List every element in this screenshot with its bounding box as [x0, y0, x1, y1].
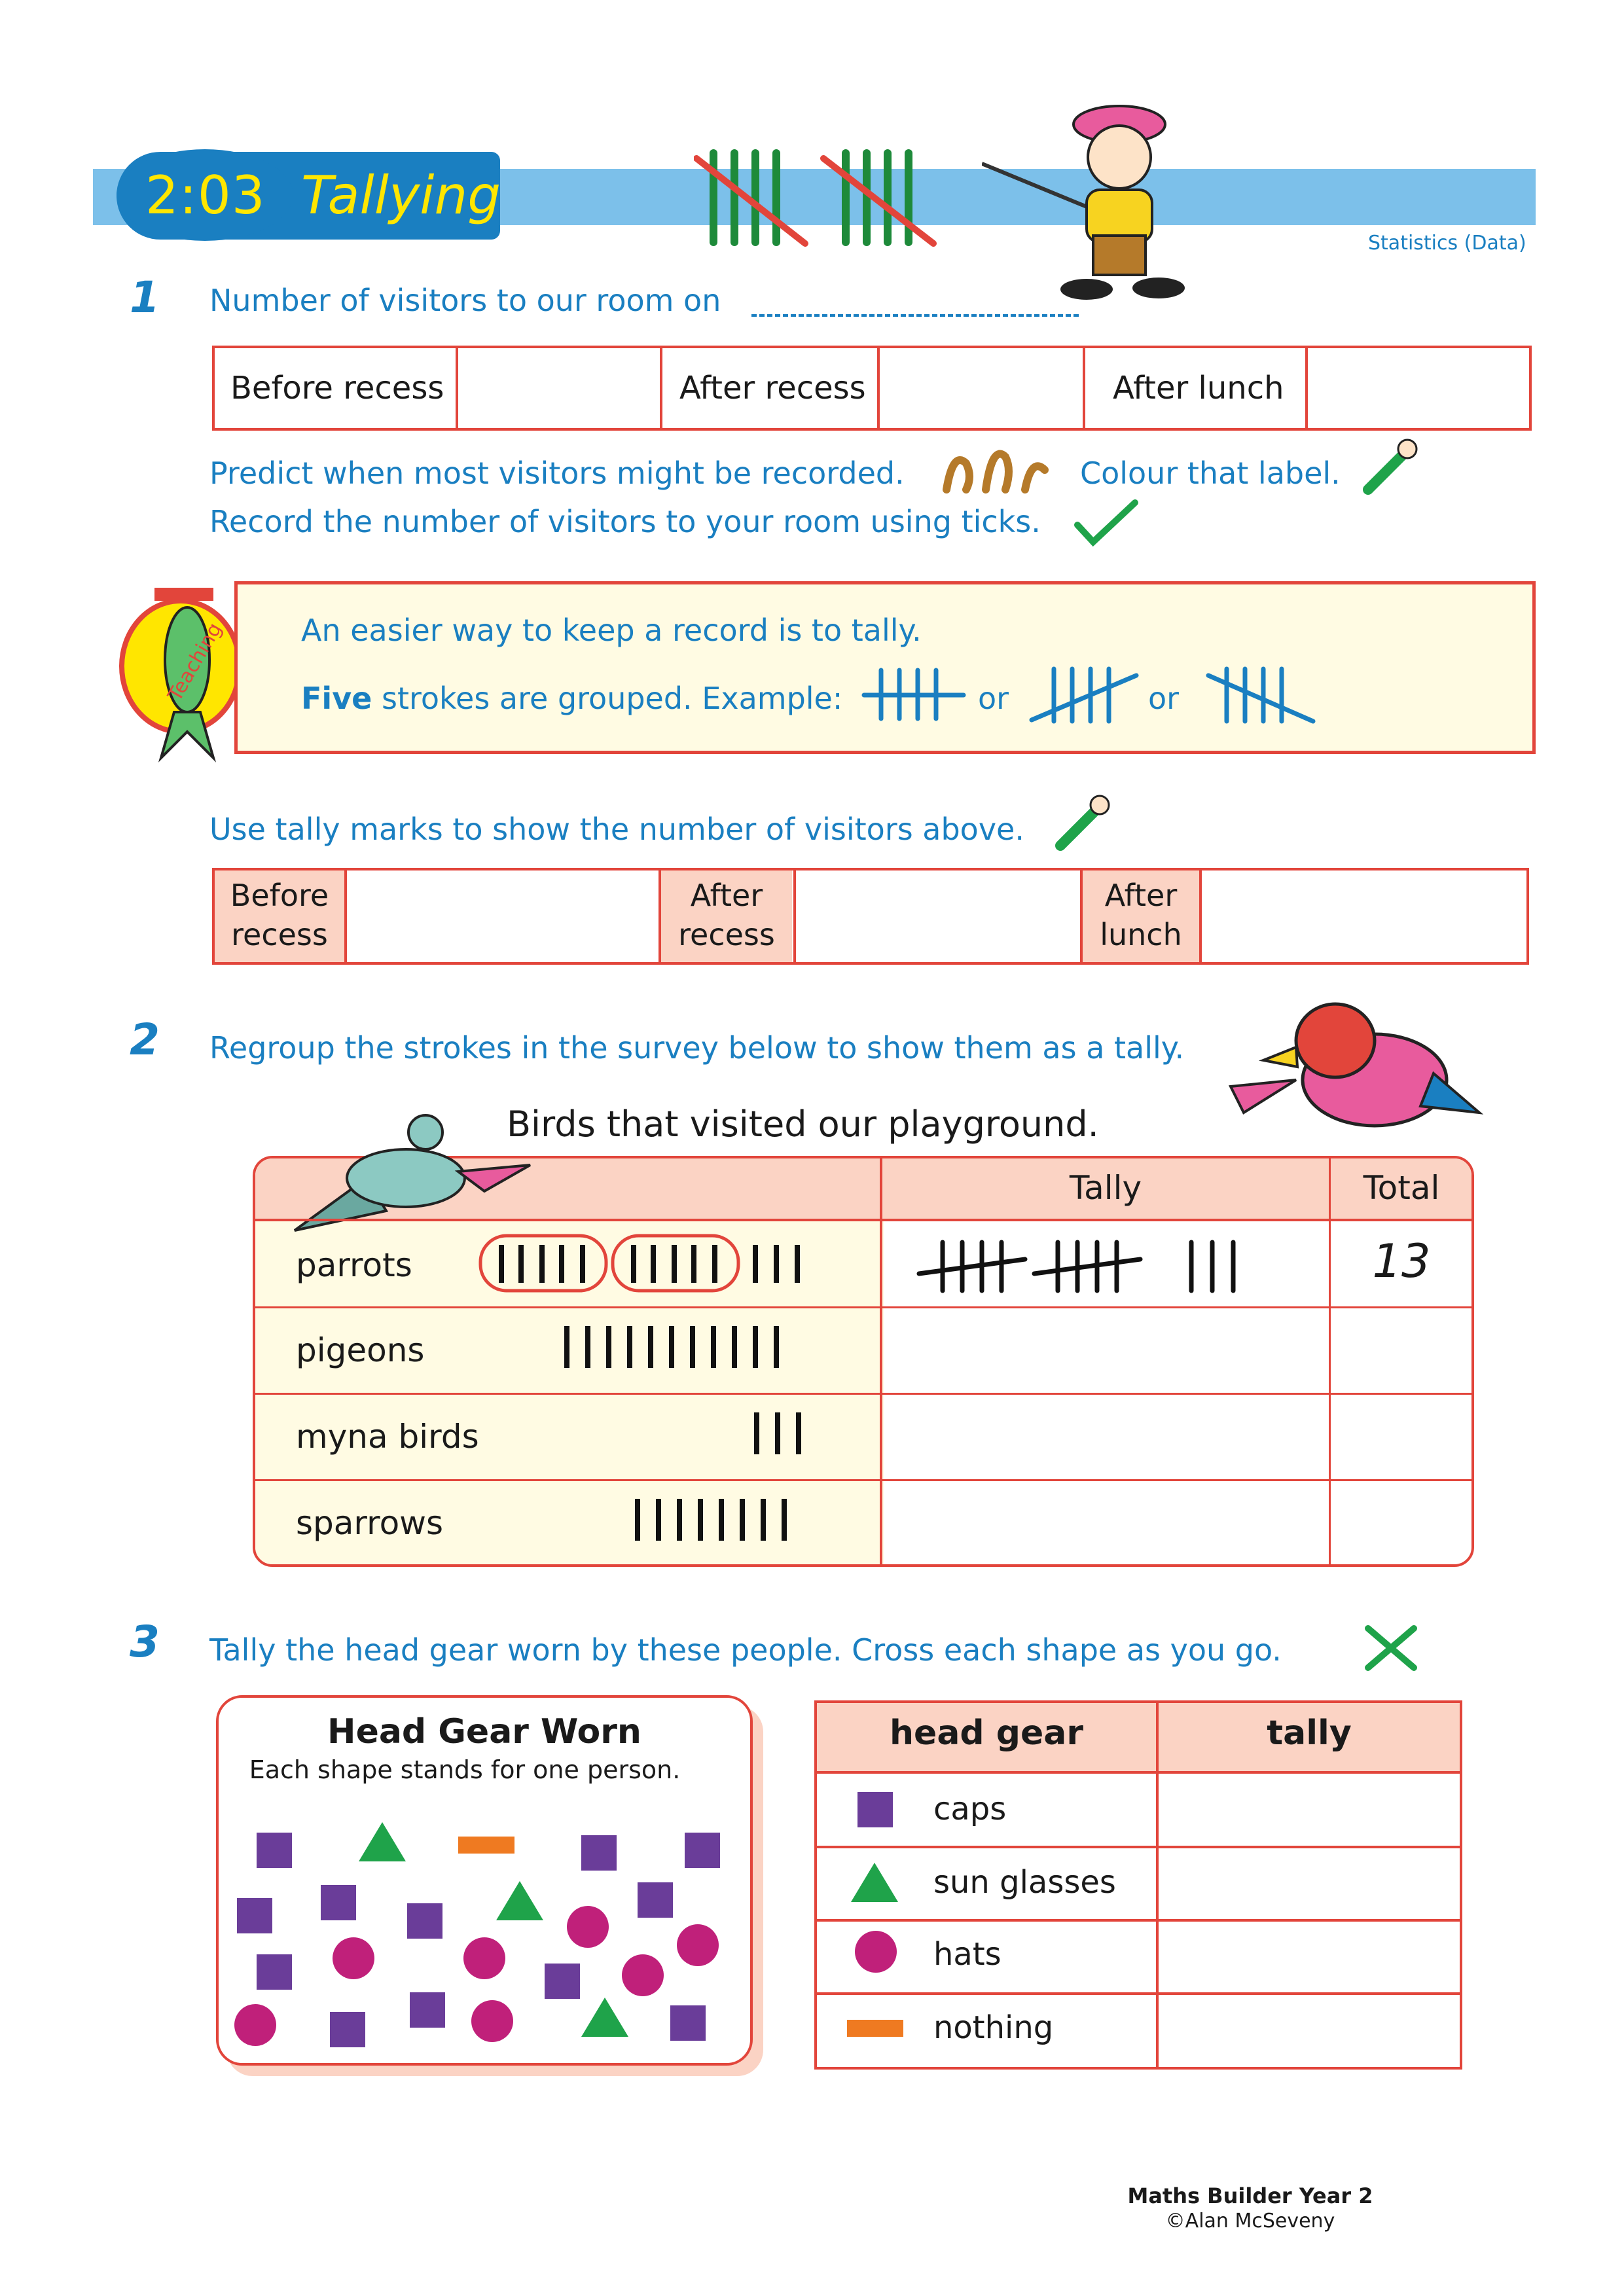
- pigeons-strokes: [556, 1321, 812, 1373]
- tally-label-before-recess: [215, 876, 344, 954]
- colour-instruction: Colour that label.: [1080, 456, 1341, 491]
- tally-example-horizontal: [861, 665, 966, 724]
- teaching-line-2: [301, 681, 842, 716]
- myna-birds-strokes: [746, 1407, 818, 1460]
- bird-col-line: [1329, 1156, 1331, 1567]
- bird-row-line: [253, 1306, 1474, 1308]
- pencil-icon: [1362, 437, 1420, 496]
- caps-key-square: [857, 1792, 893, 1827]
- pencil-icon: [1054, 793, 1113, 852]
- nothing-key-bar: [847, 2020, 903, 2037]
- bird-name-myna-birds: myna birds: [296, 1418, 479, 1456]
- sun-glasses-shape[interactable]: [359, 1822, 406, 1861]
- hat-shape[interactable]: [567, 1906, 609, 1948]
- total-answer-pigeons[interactable]: [1331, 1309, 1471, 1393]
- tally-answer-sparrows[interactable]: [882, 1482, 1329, 1564]
- parrot-illustration: [1224, 982, 1486, 1165]
- parrots-tally: [916, 1234, 1257, 1300]
- tally-label-line: recess: [231, 917, 328, 952]
- bird-name-pigeons: pigeons: [296, 1331, 425, 1369]
- cap-shape[interactable]: [257, 1833, 292, 1868]
- tally-example-rising: [1028, 662, 1139, 728]
- cap-shape[interactable]: [237, 1898, 272, 1933]
- footer-book-title: Maths Builder Year 2: [1127, 2183, 1373, 2208]
- label-hats: hats: [933, 1936, 1001, 1973]
- or-label-1: or: [978, 681, 1009, 716]
- tally-label-line: Before: [230, 878, 329, 913]
- q1-prompt: Number of visitors to our room on: [209, 283, 721, 318]
- record-instruction: Record the number of visitors to your room using ticks.: [209, 504, 1041, 539]
- bird-name-parrots: parrots: [296, 1246, 412, 1284]
- label-sun-glasses: sun glasses: [933, 1864, 1116, 1901]
- q2-prompt: Regroup the strokes in the survey below to show them as a tally.: [209, 1030, 1185, 1066]
- cap-shape[interactable]: [407, 1903, 442, 1939]
- question-number-3: 3: [130, 1617, 160, 1667]
- table-divider: [1083, 346, 1085, 431]
- label-after-recess[interactable]: After recess: [679, 370, 866, 406]
- bird-row-line: [253, 1393, 1474, 1395]
- cap-shape[interactable]: [670, 2005, 706, 2041]
- bird-name-sparrows: sparrows: [296, 1504, 444, 1542]
- parrots-strokes: [478, 1230, 812, 1296]
- col-header-tally: Tally: [1069, 1169, 1142, 1207]
- lesson-title: Tallying: [301, 165, 501, 226]
- tally-answer-after-lunch[interactable]: [1202, 870, 1526, 962]
- total-parrots[interactable]: 13: [1372, 1234, 1431, 1288]
- label-before-recess[interactable]: Before recess: [230, 370, 444, 406]
- cap-shape[interactable]: [410, 1992, 445, 2028]
- cap-shape[interactable]: [685, 1833, 720, 1868]
- tally-answer-pigeons[interactable]: [882, 1309, 1329, 1393]
- col-header-total: Total: [1363, 1169, 1440, 1207]
- total-answer-myna-birds[interactable]: [1331, 1395, 1471, 1479]
- tally-label-line: lunch: [1100, 917, 1182, 952]
- tally-answer-hats[interactable]: [1159, 1922, 1460, 1992]
- lesson-number: 2:03: [145, 165, 266, 226]
- teaching-badge-label: Teaching: [164, 619, 227, 706]
- hat-shape[interactable]: [622, 1954, 664, 1996]
- sun-glasses-shape[interactable]: [496, 1881, 543, 1920]
- worms-icon: [940, 437, 1051, 496]
- tally-label-line: After: [1104, 878, 1178, 913]
- table-divider: [660, 346, 662, 431]
- cap-shape[interactable]: [330, 2012, 365, 2047]
- bird-row-line: [253, 1219, 1474, 1221]
- tally-label-after-recess: [661, 876, 792, 954]
- label-nothing: nothing: [933, 2009, 1054, 2046]
- strand-label: Statistics (Data): [1368, 232, 1526, 255]
- tally-answer-nothing[interactable]: [1159, 1995, 1460, 2067]
- hats-key-circle: [855, 1931, 897, 1973]
- head-gear-box-title: Head Gear Worn: [327, 1712, 641, 1751]
- head-gear-box-subtitle: Each shape stands for one person.: [249, 1755, 681, 1784]
- tally-answer-caps[interactable]: [1159, 1774, 1460, 1846]
- tally-label-line: recess: [678, 917, 775, 952]
- answer-after-recess[interactable]: [880, 348, 1081, 428]
- tally-illustration: [694, 145, 943, 250]
- bird-row-line: [253, 1479, 1474, 1481]
- col-header-tally-q3: tally: [1267, 1713, 1352, 1753]
- hat-shape[interactable]: [234, 2004, 276, 2046]
- total-answer-sparrows[interactable]: [1331, 1482, 1471, 1564]
- sparrows-strokes: [630, 1494, 806, 1546]
- q3-prompt: Tally the head gear worn by these people. Cross each shape as you go.: [209, 1632, 1282, 1668]
- bird-illustration: [288, 1106, 537, 1237]
- hat-shape[interactable]: [471, 2000, 513, 2042]
- tally-prompt: Use tally marks to show the number of visitors above.: [209, 812, 1024, 847]
- nothing-shape[interactable]: [458, 1837, 514, 1854]
- tally-label-line: After: [690, 878, 763, 913]
- col-header-head-gear: head gear: [890, 1713, 1083, 1753]
- answer-after-lunch[interactable]: [1308, 348, 1529, 428]
- tally-answer-before-recess[interactable]: [347, 870, 659, 962]
- tally-answer-after-recess[interactable]: [796, 870, 1080, 962]
- teaching-line-1: An easier way to keep a record is to tally.: [301, 613, 922, 648]
- date-answer-line[interactable]: [751, 314, 1079, 317]
- footer-author: ©Alan McSeveny: [1165, 2210, 1335, 2233]
- answer-before-recess[interactable]: [458, 348, 659, 428]
- hat-shape[interactable]: [463, 1937, 505, 1979]
- hat-shape[interactable]: [677, 1924, 719, 1966]
- cap-shape[interactable]: [257, 1954, 292, 1990]
- question-number-2: 2: [130, 1014, 160, 1065]
- tally-answer-sun-glasses[interactable]: [1159, 1848, 1460, 1919]
- cap-shape[interactable]: [321, 1885, 356, 1920]
- label-caps: caps: [933, 1791, 1007, 1827]
- cross-icon: [1362, 1615, 1420, 1674]
- bird-table-title: Birds that visited our playground.: [507, 1103, 1099, 1145]
- cap-shape[interactable]: [638, 1882, 673, 1918]
- or-label-2: or: [1148, 681, 1180, 716]
- question-number-1: 1: [130, 272, 160, 323]
- sun-glasses-key-triangle: [851, 1863, 898, 1902]
- tally-label-after-lunch: [1083, 876, 1199, 954]
- hat-shape[interactable]: [333, 1937, 374, 1979]
- sun-glasses-shape[interactable]: [581, 1998, 628, 2037]
- tally-answer-myna-birds[interactable]: [882, 1395, 1329, 1479]
- cap-shape[interactable]: [581, 1835, 617, 1871]
- teaching-five-bold: Five: [301, 681, 372, 716]
- teaching-line-2-rest: strokes are grouped. Example:: [382, 681, 843, 716]
- cap-shape[interactable]: [545, 1964, 580, 1999]
- label-after-lunch[interactable]: After lunch: [1113, 370, 1284, 406]
- predict-instruction: Predict when most visitors might be recorded.: [209, 456, 905, 491]
- tally-example-falling: [1204, 662, 1316, 728]
- tick-icon: [1074, 496, 1139, 548]
- boy-with-pointer-illustration: [982, 98, 1198, 301]
